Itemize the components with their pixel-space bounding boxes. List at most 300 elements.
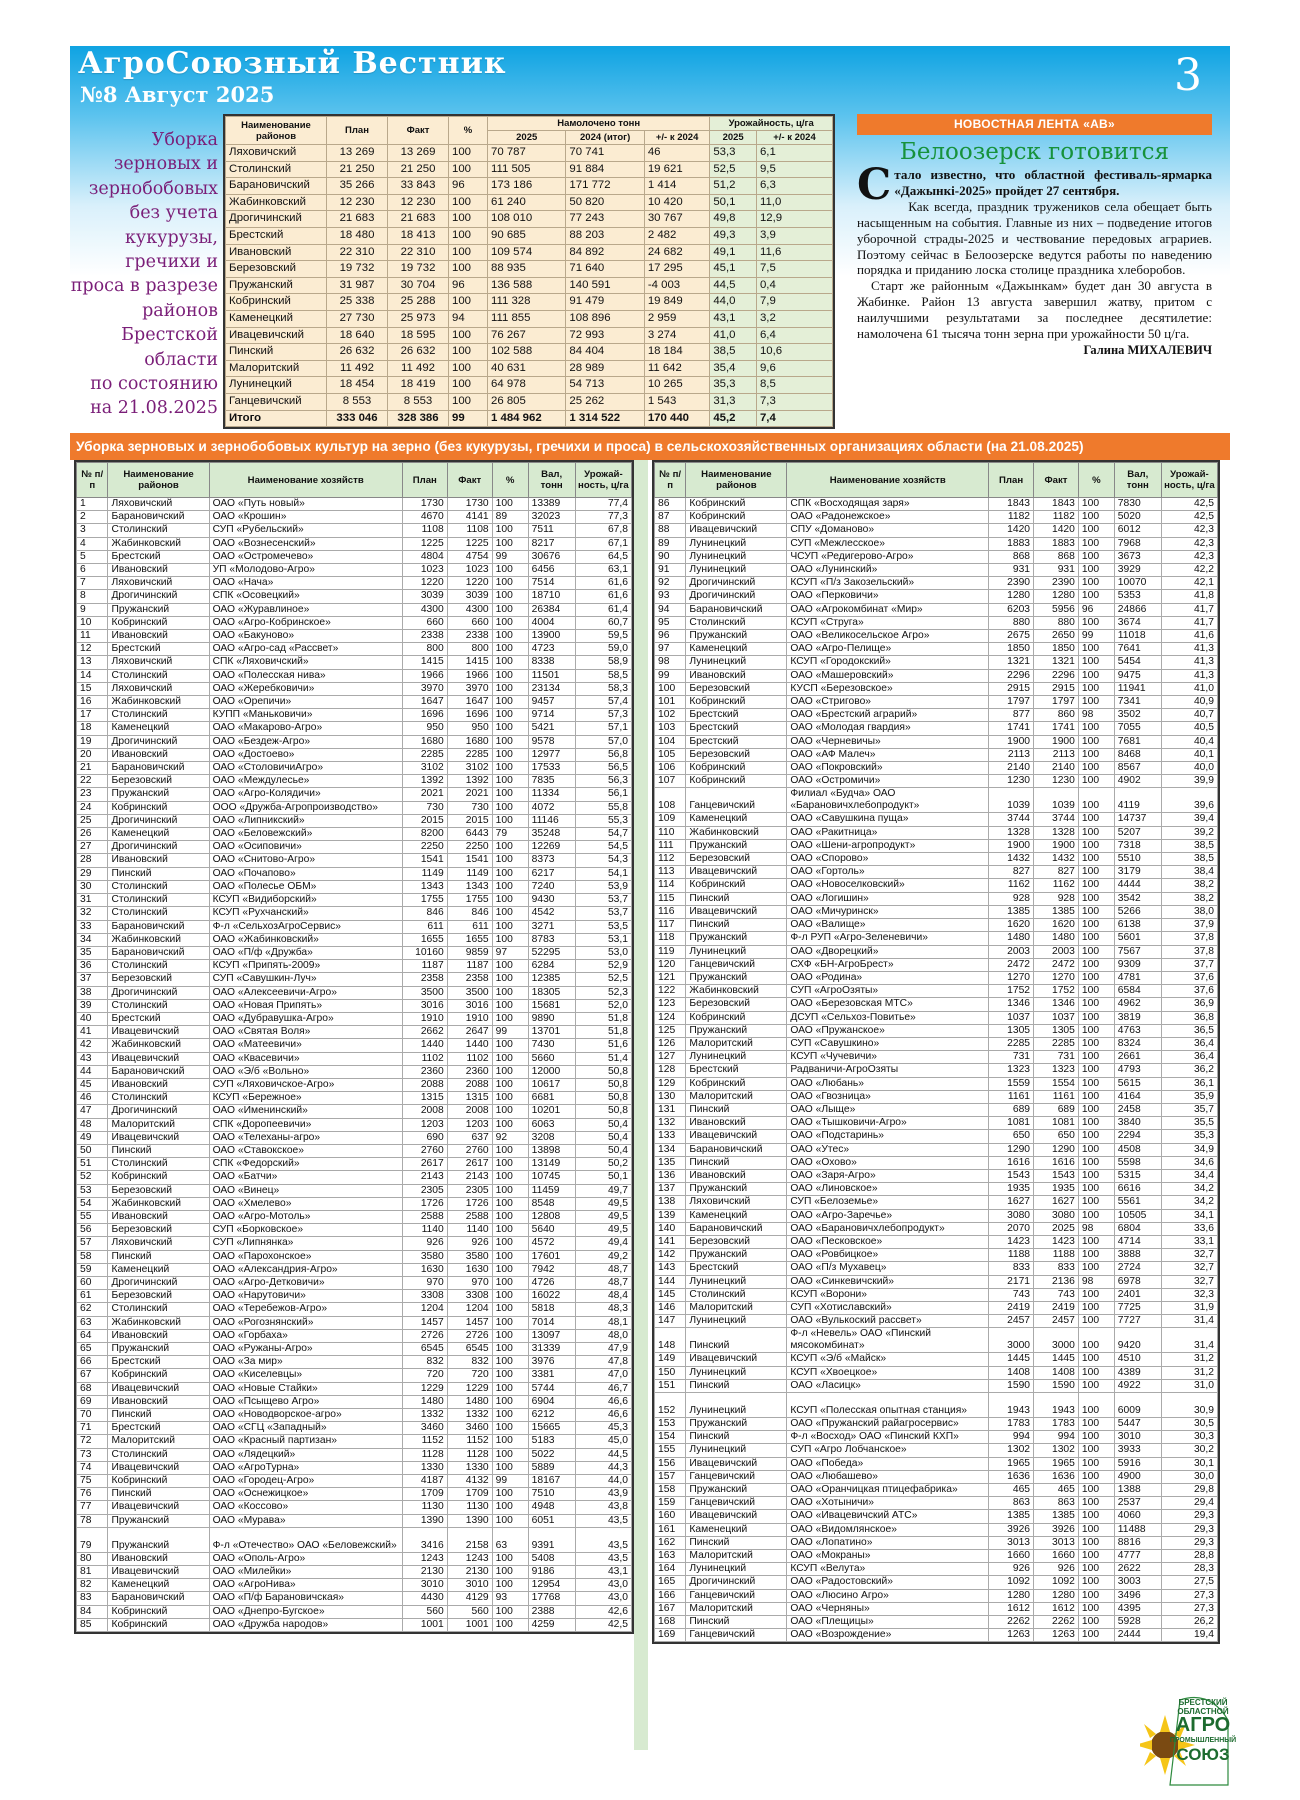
- farm-cell-pct: 100: [492, 1276, 528, 1289]
- farm-cell-fact: 1343: [447, 880, 492, 893]
- farm-cell-no: 70: [77, 1409, 108, 1422]
- farm-cell-yield: 48,7: [575, 1263, 631, 1276]
- farm-cell-fact: 2262: [1034, 1616, 1079, 1629]
- farm-cell-yield: 29,3: [1161, 1510, 1217, 1523]
- farm-cell-fact: 2025: [1034, 1222, 1079, 1235]
- summary-cell: 50,1: [710, 194, 757, 211]
- farm-cell-plan: 1152: [402, 1435, 447, 1448]
- farm-cell-district: Столинский: [108, 709, 209, 722]
- farm-cell-fact: 800: [447, 643, 492, 656]
- summary-cell: 26 632: [388, 344, 449, 361]
- farm-cell-fact: 833: [1034, 1262, 1079, 1275]
- farm-cell-pct: 100: [492, 999, 528, 1012]
- farm-cell-farm: СПК «Федорский»: [209, 1158, 402, 1171]
- farm-cell-farm: ОАО «Лопатино»: [787, 1536, 989, 1549]
- farm-cell-pct: 99: [492, 1026, 528, 1039]
- farm-cell-no: 119: [655, 945, 686, 958]
- farm-cell-district: Жабинковский: [108, 1039, 209, 1052]
- farm-cell-pct: 100: [1078, 696, 1114, 709]
- farm-cell-plan: 2088: [402, 1078, 447, 1091]
- farm-cell-farm: СУП «Борковское»: [209, 1224, 402, 1237]
- farm-row: [77, 762, 632, 775]
- farm-cell-no: 49: [77, 1131, 108, 1144]
- farm-cell-no: 135: [655, 1156, 686, 1169]
- farm-cell-yield: 57,1: [575, 722, 631, 735]
- farm-cell-fact: 1001: [447, 1618, 492, 1631]
- farm-cell-plan: 2008: [402, 1105, 447, 1118]
- farm-cell-yield: 51,6: [575, 1039, 631, 1052]
- side-title-line: гречихи и: [125, 252, 218, 273]
- farm-cell-no: 104: [655, 735, 686, 748]
- farm-cell-plan: 10160: [402, 946, 447, 959]
- farm-cell-fact: 2021: [447, 788, 492, 801]
- farm-cell-no: 108: [655, 788, 686, 813]
- farm-row: [655, 1576, 1218, 1589]
- farm-cell-fact: 611: [447, 920, 492, 933]
- farm-cell-plan: 3970: [402, 682, 447, 695]
- farm-cell-fact: 880: [1034, 616, 1079, 629]
- farm-cell-fact: 1037: [1034, 1011, 1079, 1024]
- farm-cell-no: 36: [77, 960, 108, 973]
- farm-cell-fact: 3080: [1034, 1209, 1079, 1222]
- summary-cell: 13 269: [388, 145, 449, 162]
- logo-text: АГРО: [1175, 1714, 1231, 1736]
- farm-row: [77, 1356, 632, 1369]
- farm-cell-plan: 1655: [402, 933, 447, 946]
- farm-cell-fact: 1385: [1034, 1510, 1079, 1523]
- farm-cell-farm: КСУП «Хвоецкое»: [787, 1366, 989, 1379]
- farm-cell-fact: 1188: [1034, 1249, 1079, 1262]
- farm-cell-gross: 11488: [1114, 1523, 1161, 1536]
- farm-cell-yield: 41,6: [1161, 630, 1217, 643]
- farm-cell-yield: 49,5: [575, 1224, 631, 1237]
- farm-row: [77, 669, 632, 682]
- farm-cell-pct: 100: [1078, 550, 1114, 563]
- col-gross: Вал, тонн: [528, 463, 575, 498]
- farm-cell-no: 162: [655, 1536, 686, 1549]
- farm-cell-farm: ОАО «Утес»: [787, 1143, 989, 1156]
- farm-cell-farm: ОАО «СтоловичиАгро»: [209, 762, 402, 775]
- farm-cell-pct: 100: [1078, 564, 1114, 577]
- farm-cell-yield: 38,2: [1161, 879, 1217, 892]
- farm-cell-pct: 100: [492, 1356, 528, 1369]
- farm-cell-yield: 50,4: [575, 1144, 631, 1157]
- farm-cell-fact: 1910: [447, 1012, 492, 1025]
- farm-cell-fact: 2250: [447, 841, 492, 854]
- farm-cell-no: 121: [655, 971, 686, 984]
- farm-cell-fact: 1420: [1034, 524, 1079, 537]
- farm-cell-district: Березовский: [108, 973, 209, 986]
- farm-cell-yield: 77,3: [575, 511, 631, 524]
- farm-row: [655, 1589, 1218, 1602]
- farm-cell-fact: 1392: [447, 775, 492, 788]
- farm-cell-district: Малоритский: [686, 1550, 787, 1563]
- farm-cell-plan: 1130: [402, 1501, 447, 1514]
- farm-cell-plan: 1415: [402, 656, 447, 669]
- farm-cell-farm: ОАО «П/з Мухавец»: [787, 1262, 989, 1275]
- farm-cell-pct: 100: [492, 841, 528, 854]
- farm-row: [655, 1222, 1218, 1235]
- summary-cell: Кобринский: [226, 294, 327, 311]
- farm-cell-fact: 3460: [447, 1422, 492, 1435]
- farm-cell-yield: 41,8: [1161, 590, 1217, 603]
- farm-cell-fact: 1152: [447, 1435, 492, 1448]
- farm-cell-plan: 1220: [402, 577, 447, 590]
- farm-cell-yield: 49,4: [575, 1237, 631, 1250]
- farm-cell-district: Каменецкий: [686, 1523, 787, 1536]
- farm-cell-gross: 9391: [528, 1527, 575, 1552]
- farm-cell-fact: 2390: [1034, 577, 1079, 590]
- farm-cell-plan: 1432: [989, 853, 1034, 866]
- farm-cell-fact: 2647: [447, 1026, 492, 1039]
- farm-cell-no: 111: [655, 839, 686, 852]
- farm-cell-yield: 44,5: [575, 1448, 631, 1461]
- summary-row: [226, 194, 833, 211]
- farm-cell-fact: 2296: [1034, 669, 1079, 682]
- farm-row: [655, 1077, 1218, 1090]
- farm-cell-pct: 100: [1078, 971, 1114, 984]
- farm-cell-plan: 1752: [989, 985, 1034, 998]
- farm-cell-district: Столинский: [108, 524, 209, 537]
- farm-cell-district: Пинский: [108, 1144, 209, 1157]
- farm-cell-no: 98: [655, 656, 686, 669]
- farm-cell-farm: ОАО «Остромечево»: [209, 550, 402, 563]
- farm-cell-farm: КСУП «Чучевичи»: [787, 1051, 989, 1064]
- farm-row: [655, 905, 1218, 918]
- farm-cell-pct: 100: [492, 1118, 528, 1131]
- farm-cell-plan: 1636: [989, 1470, 1034, 1483]
- summary-cell: 49,3: [710, 227, 757, 244]
- farm-cell-yield: 50,1: [575, 1171, 631, 1184]
- summary-cell: 3,2: [756, 310, 832, 327]
- summary-cell: 44,5: [710, 277, 757, 294]
- farm-cell-no: 97: [655, 643, 686, 656]
- farm-cell-gross: 13149: [528, 1158, 575, 1171]
- farm-cell-farm: ОАО «Черневичы»: [787, 735, 989, 748]
- summary-cell: 88 935: [488, 261, 566, 278]
- farm-cell-fact: 2305: [447, 1184, 492, 1197]
- farm-cell-yield: 42,5: [1161, 498, 1217, 511]
- farm-cell-district: Барановичский: [108, 511, 209, 524]
- farm-cell-gross: 6904: [528, 1395, 575, 1408]
- farm-cell-district: Ивацевичский: [686, 1130, 787, 1143]
- farm-cell-fact: 1543: [1034, 1169, 1079, 1182]
- farm-cell-pct: 100: [492, 1316, 528, 1329]
- summary-cell: 10 265: [644, 377, 710, 394]
- summary-cell: 100: [449, 327, 488, 344]
- farm-cell-district: Жабинковский: [686, 826, 787, 839]
- farm-cell-district: Пружанский: [686, 1484, 787, 1497]
- farm-cell-district: Жабинковский: [108, 696, 209, 709]
- farm-cell-gross: 2661: [1114, 1051, 1161, 1064]
- farm-cell-plan: 833: [989, 1262, 1034, 1275]
- farm-cell-plan: 3000: [989, 1328, 1034, 1353]
- farm-cell-district: Лунинецкий: [686, 945, 787, 958]
- farm-cell-farm: СУП «Савушкин-Луч»: [209, 973, 402, 986]
- farm-cell-yield: 50,8: [575, 1105, 631, 1118]
- farm-cell-fact: 1230: [1034, 775, 1079, 788]
- summary-cell: 6,1: [756, 145, 832, 162]
- farm-cell-plan: 1305: [989, 1024, 1034, 1037]
- farm-cell-fact: 1346: [1034, 998, 1079, 1011]
- farm-cell-no: 146: [655, 1301, 686, 1314]
- farm-cell-gross: 5447: [1114, 1418, 1161, 1431]
- farm-cell-plan: 3500: [402, 986, 447, 999]
- farm-cell-district: Каменецкий: [108, 722, 209, 735]
- farm-cell-no: 122: [655, 985, 686, 998]
- farm-cell-gross: 4444: [1114, 879, 1161, 892]
- farm-row: [77, 564, 632, 577]
- farm-cell-yield: 29,4: [1161, 1497, 1217, 1510]
- farm-cell-pct: 100: [492, 1158, 528, 1171]
- farm-cell-farm: СПК «Доропеевичи»: [209, 1118, 402, 1131]
- farm-cell-yield: 43,5: [575, 1527, 631, 1552]
- farm-cell-gross: 14737: [1114, 813, 1161, 826]
- farm-cell-gross: 3003: [1114, 1576, 1161, 1589]
- farm-cell-yield: 45,3: [575, 1422, 631, 1435]
- farm-cell-gross: 8567: [1114, 762, 1161, 775]
- summary-cell: Пинский: [226, 344, 327, 361]
- farm-cell-plan: 2021: [402, 788, 447, 801]
- farm-row: [77, 1144, 632, 1157]
- farm-row: [655, 577, 1218, 590]
- farm-cell-gross: 9420: [1114, 1328, 1161, 1353]
- summary-cell: 108 896: [566, 310, 644, 327]
- farm-cell-no: 12: [77, 643, 108, 656]
- farm-cell-district: Пинский: [686, 1431, 787, 1444]
- summary-total-row: [226, 410, 833, 427]
- farm-cell-yield: 30,9: [1161, 1393, 1217, 1418]
- farm-cell-district: Пинский: [108, 1488, 209, 1501]
- farm-cell-district: Барановичский: [686, 1143, 787, 1156]
- farm-cell-district: Кобринский: [686, 1077, 787, 1090]
- col-pct: %: [449, 117, 488, 145]
- summary-cell: 31 987: [327, 277, 388, 294]
- farm-cell-plan: 1445: [989, 1353, 1034, 1366]
- farm-cell-pct: 100: [492, 1197, 528, 1210]
- farm-cell-farm: ЧСУП «Редигерово-Агро»: [787, 550, 989, 563]
- farm-cell-gross: 7968: [1114, 537, 1161, 550]
- farm-cell-plan: 2588: [402, 1210, 447, 1223]
- farm-cell-no: 80: [77, 1552, 108, 1565]
- farm-cell-pct: 100: [1078, 616, 1114, 629]
- farm-row: [655, 1523, 1218, 1536]
- farm-cell-fact: 1330: [447, 1461, 492, 1474]
- farm-cell-gross: 3933: [1114, 1444, 1161, 1457]
- farm-cell-gross: 4793: [1114, 1064, 1161, 1077]
- farm-cell-pct: 100: [492, 1435, 528, 1448]
- farm-cell-district: Ивацевичский: [686, 1510, 787, 1523]
- farm-cell-fact: 2360: [447, 1065, 492, 1078]
- farm-cell-district: Дрогичинский: [686, 590, 787, 603]
- farm-cell-yield: 28,3: [1161, 1563, 1217, 1576]
- farm-cell-no: 33: [77, 920, 108, 933]
- farm-cell-fact: 1480: [1034, 932, 1079, 945]
- farm-cell-fact: 1204: [447, 1303, 492, 1316]
- farm-cell-yield: 37,8: [1161, 945, 1217, 958]
- summary-cell: 8 553: [388, 393, 449, 410]
- summary-cell: 77 243: [566, 211, 644, 228]
- farm-cell-fact: 2143: [447, 1171, 492, 1184]
- summary-cell: 45,1: [710, 261, 757, 278]
- farm-cell-pct: 100: [492, 1237, 528, 1250]
- farm-cell-plan: 4804: [402, 550, 447, 563]
- farm-cell-fact: 4754: [447, 550, 492, 563]
- farm-cell-district: Лунинецкий: [686, 1444, 787, 1457]
- farm-cell-pct: 100: [1078, 1090, 1114, 1103]
- farm-cell-yield: 50,8: [575, 1092, 631, 1105]
- farm-cell-pct: 100: [492, 564, 528, 577]
- farm-cell-farm: ОАО «П/ф Барановичская»: [209, 1592, 402, 1605]
- summary-cell: 171 772: [566, 178, 644, 195]
- farm-cell-farm: ОАО «Гортоль»: [787, 866, 989, 879]
- farm-cell-gross: 4763: [1114, 1024, 1161, 1037]
- farm-cell-farm: ОАО «Агро-Кобринское»: [209, 616, 402, 629]
- farm-cell-plan: 1092: [989, 1576, 1034, 1589]
- district-summary-table: [223, 114, 835, 429]
- farm-cell-pct: 100: [492, 735, 528, 748]
- farm-cell-no: 101: [655, 696, 686, 709]
- farm-cell-farm: ОАО «П/ф «Дружба»: [209, 946, 402, 959]
- farm-cell-yield: 61,6: [575, 577, 631, 590]
- farm-cell-pct: 100: [1078, 788, 1114, 813]
- farm-cell-fact: 2472: [1034, 958, 1079, 971]
- farm-cell-plan: 3580: [402, 1250, 447, 1263]
- news-column: [857, 114, 1212, 359]
- farm-cell-yield: 59,0: [575, 643, 631, 656]
- farm-cell-gross: 4004: [528, 616, 575, 629]
- farm-cell-no: 126: [655, 1037, 686, 1050]
- farm-cell-farm: ОАО «Вознесенский»: [209, 537, 402, 550]
- col-tdiff: +/- к 2024: [644, 131, 710, 145]
- farm-cell-farm: ОАО «Гвозница»: [787, 1090, 989, 1103]
- farm-cell-farm: ОАО «Матеевичи»: [209, 1039, 402, 1052]
- farm-cell-no: 15: [77, 682, 108, 695]
- farm-cell-yield: 53,7: [575, 907, 631, 920]
- farm-cell-fact: 1797: [1034, 696, 1079, 709]
- farm-cell-gross: 4902: [1114, 775, 1161, 788]
- farm-cell-district: Пинский: [686, 1103, 787, 1116]
- farm-cell-fact: 1966: [447, 669, 492, 682]
- farm-cell-pct: 100: [1078, 1523, 1114, 1536]
- farm-row: [77, 1092, 632, 1105]
- farm-row: [77, 814, 632, 827]
- summary-cell: 7,9: [756, 294, 832, 311]
- farm-cell-gross: 24866: [1114, 603, 1161, 616]
- farm-cell-plan: 2915: [989, 682, 1034, 695]
- farm-cell-farm: СУП «Рубельский»: [209, 524, 402, 537]
- farm-cell-yield: 32,3: [1161, 1288, 1217, 1301]
- farm-cell-gross: 13898: [528, 1144, 575, 1157]
- farm-cell-farm: ДСУП «Сельхоз-Повитье»: [787, 1011, 989, 1024]
- farm-cell-pct: 100: [492, 775, 528, 788]
- farm-cell-yield: 36,4: [1161, 1037, 1217, 1050]
- farm-cell-fact: 1900: [1034, 839, 1079, 852]
- summary-cell: 19 732: [388, 261, 449, 278]
- farm-cell-yield: 52,9: [575, 960, 631, 973]
- farm-cell-yield: 57,0: [575, 735, 631, 748]
- farm-cell-no: 72: [77, 1435, 108, 1448]
- farm-cell-farm: СУП «Хотиславский»: [787, 1301, 989, 1314]
- farm-cell-pct: 100: [1078, 1196, 1114, 1209]
- farm-cell-yield: 77,4: [575, 498, 631, 511]
- farm-row: [77, 960, 632, 973]
- farm-cell-plan: 1385: [989, 905, 1034, 918]
- summary-cell: 102 588: [488, 344, 566, 361]
- summary-cell: 136 588: [488, 277, 566, 294]
- farm-cell-fact: 1140: [447, 1224, 492, 1237]
- farm-cell-yield: 44,3: [575, 1461, 631, 1474]
- summary-cell: 10,6: [756, 344, 832, 361]
- summary-cell: 2 482: [644, 227, 710, 244]
- summary-cell: 100: [449, 211, 488, 228]
- farm-row: [77, 986, 632, 999]
- farm-cell-district: Ганцевичский: [686, 1589, 787, 1602]
- summary-cell: 94: [449, 310, 488, 327]
- farm-cell-gross: 2388: [528, 1605, 575, 1618]
- col-plan: План: [989, 463, 1034, 498]
- farm-cell-fact: 3013: [1034, 1536, 1079, 1549]
- farm-row: [655, 590, 1218, 603]
- farm-row: [77, 616, 632, 629]
- farm-row: [77, 577, 632, 590]
- farm-cell-fact: 3102: [447, 762, 492, 775]
- farm-cell-yield: 39,2: [1161, 826, 1217, 839]
- farm-cell-pct: 100: [1078, 1064, 1114, 1077]
- summary-cell: 96: [449, 178, 488, 195]
- farm-cell-farm: ОАО «Машеровский»: [787, 669, 989, 682]
- farm-cell-gross: 31339: [528, 1343, 575, 1356]
- farm-cell-fact: 730: [447, 801, 492, 814]
- col-yield-group: Урожайность, ц/га: [710, 117, 833, 131]
- farm-cell-fact: 1203: [447, 1118, 492, 1131]
- farm-cell-no: 152: [655, 1393, 686, 1418]
- farm-cell-plan: 1709: [402, 1488, 447, 1501]
- summary-cell: 8,5: [756, 377, 832, 394]
- farm-cell-plan: 1328: [989, 826, 1034, 839]
- farm-cell-no: 142: [655, 1249, 686, 1262]
- farm-cell-no: 143: [655, 1262, 686, 1275]
- farm-cell-fact: 2419: [1034, 1301, 1079, 1314]
- farm-cell-district: Пружанский: [108, 1514, 209, 1527]
- farm-cell-yield: 33,1: [1161, 1235, 1217, 1248]
- farm-cell-no: 124: [655, 1011, 686, 1024]
- farm-cell-gross: 5615: [1114, 1077, 1161, 1090]
- farm-row: [77, 1237, 632, 1250]
- farm-cell-plan: 743: [989, 1288, 1034, 1301]
- farm-cell-gross: 5353: [1114, 590, 1161, 603]
- farm-cell-pct: 100: [492, 1263, 528, 1276]
- farm-cell-farm: КУСП «Березовское»: [787, 682, 989, 695]
- farm-row: [655, 1484, 1218, 1497]
- farm-row: [77, 801, 632, 814]
- farm-cell-yield: 34,6: [1161, 1156, 1217, 1169]
- farm-cell-district: Березовский: [108, 775, 209, 788]
- farm-cell-fact: 1385: [1034, 905, 1079, 918]
- farm-cell-plan: 994: [989, 1431, 1034, 1444]
- farm-cell-gross: 9578: [528, 735, 575, 748]
- farm-cell-farm: КСУП «Велута»: [787, 1563, 989, 1576]
- farm-cell-yield: 42,1: [1161, 577, 1217, 590]
- farm-cell-no: 62: [77, 1303, 108, 1316]
- farm-cell-yield: 50,2: [575, 1158, 631, 1171]
- news-headline: Белоозерск готовится: [899, 139, 1170, 165]
- farm-cell-yield: 39,6: [1161, 788, 1217, 813]
- summary-cell: 1 484 962: [488, 410, 566, 427]
- farm-cell-pct: 100: [492, 1210, 528, 1223]
- farm-cell-yield: 40,1: [1161, 748, 1217, 761]
- summary-row: [226, 277, 833, 294]
